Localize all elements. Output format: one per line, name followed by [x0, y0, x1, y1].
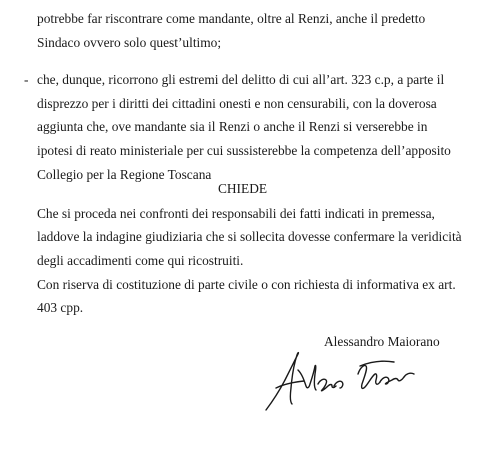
- paragraph-line: laddove la indagine giudiziaria che si sollecita dovesse confermare la veridicità: [37, 229, 462, 244]
- paragraph-line: Con riserva di costituzione di parte civile o con richiesta di informativa ex art.: [37, 277, 456, 292]
- handwritten-signature: [262, 344, 422, 416]
- paragraph-line: ipotesi di reato ministeriale per cui sussisterebbe la competenza dell’apposito: [37, 143, 451, 158]
- signatory-name: Alessandro Maiorano: [324, 334, 440, 349]
- section-heading: CHIEDE: [217, 181, 268, 196]
- paragraph-line: potrebbe far riscontrare come mandante, oltre al Renzi, anche il predetto: [37, 11, 426, 26]
- paragraph-line: Che si proceda nei confronti dei responsabili dei fatti indicati in premessa,: [37, 206, 435, 221]
- paragraph-line: 403 cpp.: [37, 300, 84, 315]
- paragraph-line: Sindaco ovvero solo quest’ultimo;: [37, 35, 222, 50]
- paragraph-line: degli accadimenti come qui ricostruiti.: [37, 253, 244, 268]
- paragraph-line: disprezzo per i diritti dei cittadini onesti e non censurabili, con la doverosa: [37, 96, 437, 111]
- list-bullet: -: [24, 72, 29, 87]
- paragraph-line: aggiunta che, ove mandante sia il Renzi o anche il Renzi si verserebbe in: [37, 119, 428, 134]
- paragraph-line: che, dunque, ricorrono gli estremi del delitto di cui all’art. 323 c.p, a parte il: [37, 72, 445, 87]
- paragraph-line: Collegio per la Regione Toscana: [37, 167, 212, 182]
